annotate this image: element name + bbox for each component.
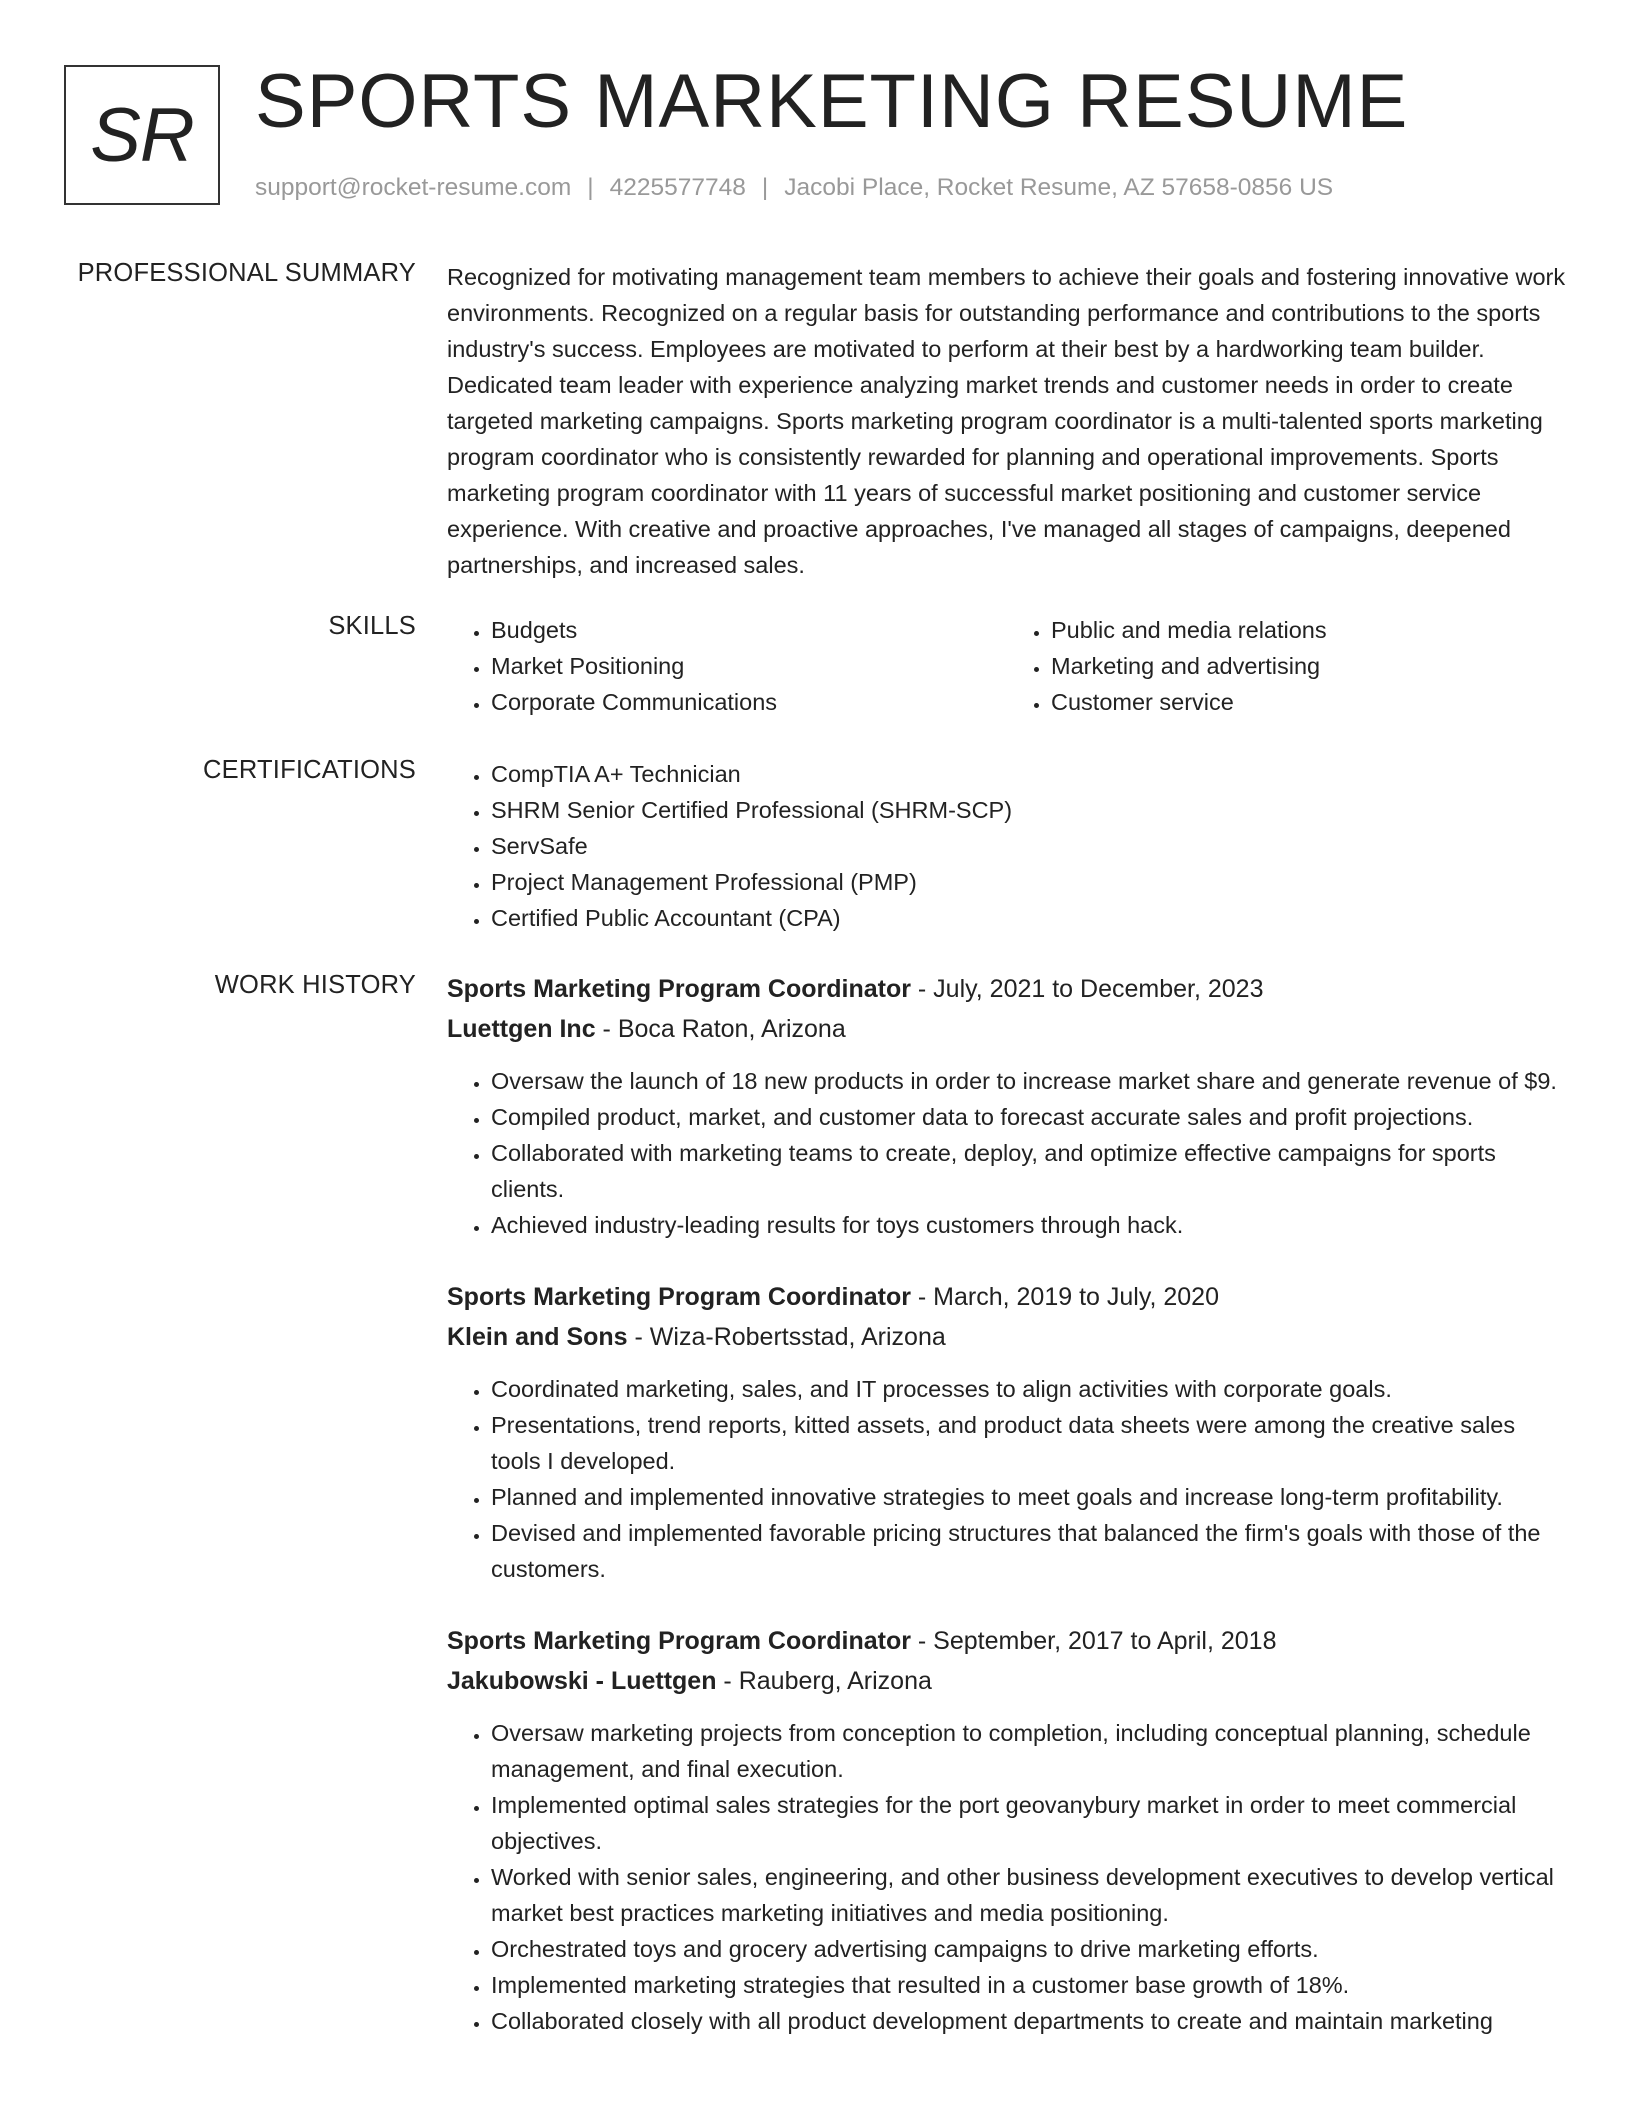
certification-item: • CompTIA A+ Technician [491,756,1567,792]
job-title-line [447,969,1567,1009]
job-bullet: • Coordinated marketing, sales, and IT processes to align activities with corporate goals. [491,1371,1567,1407]
job-company-line [447,1661,1567,1701]
job-dates: - September, 2017 to April, 2018 [910,1627,1277,1655]
certification-item: • SHRM Senior Certified Professional (SHRM-SCP) [491,792,1567,828]
job-entry [447,1277,1567,1587]
certification-item: • Certified Public Accountant (CPA) [491,900,1567,936]
job-bullets [447,1715,1567,2039]
contact-email: support@rocket-resume.com [255,174,572,201]
certifications-list [447,756,1567,936]
resume-title: SPORTS MARKETING RESUME [255,59,1409,144]
summary-text: Recognized for motivating management team members to achieve their goals and fostering innovative work environments. Recognized on a regular basis for outstanding performance and contributions to the sports industry's success. Employees are motivated to perform at their best by a hardworking team builder. Dedicated team leader with experience analyzing market trends and customer needs in order to create targeted marketing campaigns. Sports marketing program coordinator is a multi-talented sports marketing program coordinator who is consistently rewarded for planning and operational improvements. Sports marketing program coordinator with 11 years of successful market positioning and customer service experience. With creative and proactive approaches, I've managed all stages of campaigns, deepened partnerships, and increased sales. [447,264,1566,578]
section-title-certifications: CERTIFICATIONS [203,756,416,784]
skill-item: • Budgets [491,612,1007,648]
job-company-line [447,1009,1567,1049]
job-bullet: • Achieved industry-leading results for toys customers through hack. [491,1207,1567,1243]
job-bullet: • Compiled product, market, and customer data to forecast accurate sales and profit projections. [491,1099,1567,1135]
job-location: - Boca Raton, Arizona [595,1015,846,1043]
job-title-line [447,1621,1567,1661]
work-history-body [447,969,1567,2039]
job-title-line [447,1277,1567,1317]
job-location: - Rauberg, Arizona [716,1667,932,1695]
job-bullet: • Planned and implemented innovative strategies to meet goals and increase long-term profitability. [491,1479,1567,1515]
job-bullets [447,1063,1567,1243]
job-bullet: • Collaborated with marketing teams to create, deploy, and optimize effective campaigns for sports clients. [491,1135,1567,1207]
job-role: Sports Marketing Program Coordinator [447,1283,911,1311]
job-bullet: • Devised and implemented favorable pricing structures that balanced the firm's goals with those of the customers. [491,1515,1567,1587]
skills-columns [447,612,1567,720]
job-bullet: • Oversaw marketing projects from conception to completion, including conceptual planning, schedule management, and final execution. [491,1715,1567,1787]
skill-item: • Public and media relations [1051,612,1567,648]
job-bullet: • Implemented marketing strategies that resulted in a customer base growth of 18%. [491,1967,1567,2003]
section-title-work-history: WORK HISTORY [214,971,416,999]
job-company: Jakubowski - Luettgen [447,1667,717,1695]
job-dates: - July, 2021 to December, 2023 [910,975,1264,1003]
skill-item: • Customer service [1051,684,1567,720]
job-company: Klein and Sons [447,1323,628,1351]
skill-item: • Market Positioning [491,648,1007,684]
monogram-initials: SR [90,92,194,178]
skill-item: • Marketing and advertising [1051,648,1567,684]
certifications-body [447,756,1567,936]
job-bullet: • Collaborated closely with all product development departments to create and maintain marketing [491,2003,1567,2039]
contact-separator: | [587,174,594,201]
job-company-line [447,1317,1567,1357]
job-bullets [447,1371,1567,1587]
skills-list-right [1007,612,1567,720]
skills-list-left [447,612,1007,720]
job-bullet: • Implemented optimal sales strategies for the port geovanybury market in order to meet commercial objectives. [491,1787,1567,1859]
skill-item: • Corporate Communications [491,684,1007,720]
section-title-skills: SKILLS [328,612,416,640]
job-dates: - March, 2019 to July, 2020 [910,1283,1219,1311]
certification-item: • ServSafe [491,828,1567,864]
contact-separator: | [761,174,769,201]
job-bullet: • Orchestrated toys and grocery advertising campaigns to drive marketing efforts. [491,1931,1567,1967]
job-bullet: • Worked with senior sales, engineering, and other business development executives to develop vertical market best practices marketing initiatives and media positioning. [491,1859,1567,1931]
contact-address: Jacobi Place, Rocket Resume, AZ 57658-0856 US [784,174,1334,201]
job-role: Sports Marketing Program Coordinator [447,975,911,1003]
job-company: Luettgen Inc [447,1015,596,1043]
contact-line [255,174,1333,202]
section-title-summary: PROFESSIONAL SUMMARY [77,259,416,287]
job-bullet: • Oversaw the launch of 18 new products in order to increase market share and generate revenue of $9. [491,1063,1567,1099]
contact-phone: 4225577748 [609,174,746,201]
job-bullet: • Presentations, trend reports, kitted assets, and product data sheets were among the creative sales tools I developed. [491,1407,1567,1479]
certification-item: • Project Management Professional (PMP) [491,864,1567,900]
job-location: - Wiza-Robertsstad, Arizona [627,1323,946,1351]
job-role: Sports Marketing Program Coordinator [447,1627,911,1655]
job-entry [447,969,1567,1243]
job-entry [447,1621,1567,2039]
monogram-box [64,65,220,205]
